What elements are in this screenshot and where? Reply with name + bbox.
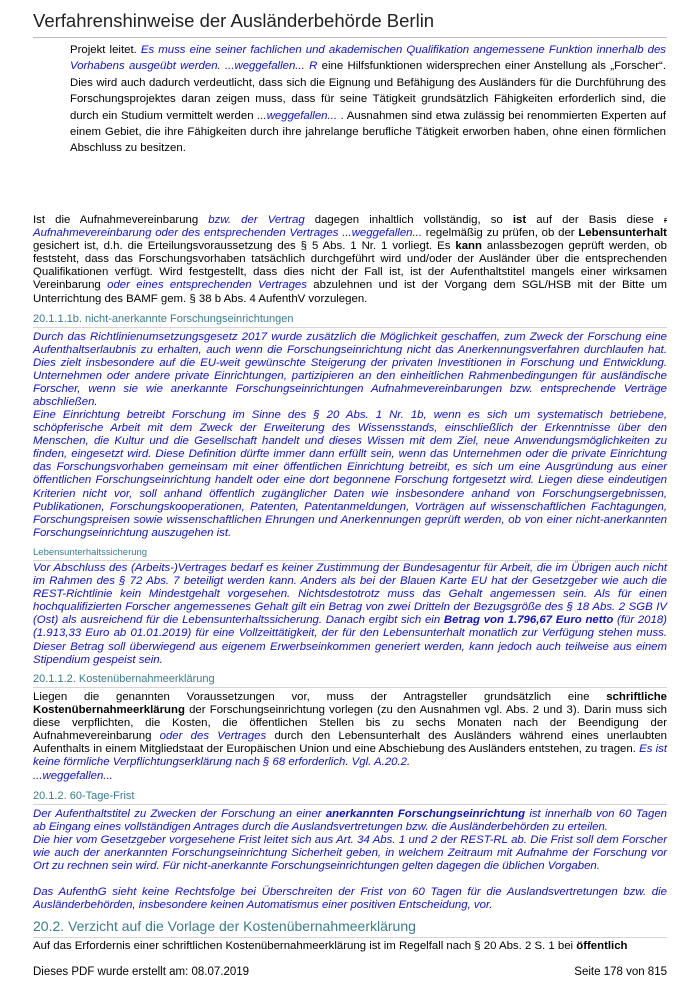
block4-segment: Eine Einrichtung betreibt Forschung im Sinne des § 20 Abs. 1 Nr. 1b, wenn es sich um systematisch betriebene, schöpferische Arbeit mit dem Zweck der Erweiterung des Wissensstands, einschließlich der Erkenntnisse über den Menschen, die Kultur und die Gesellschaft handelt und dieses Wissen mit dem Ziel, neue Anwendungsmöglichkeiten zu finden, eingesetzt wird. Diese Definition dürfte immer dann erfüllt sein, wenn das Unternehmen oder die private Einrichtung das Forschungsvorhaben gemeinsam mit einer öffentlichen Einrichtung betreibt, es sich um eine Ausgründung aus einer öffentlichen Forschungseinrichtung handelt oder eine dort begonnene Forschung fortgesetzt wird. Liegen diese eindeutigen Kriterien nicht vor, soll anhand öffentlich zugänglicher Daten wie insbesondere anhand von Forschungsergebnissen, Publikationen, Forschungskooperationen, Patenten, Patentanmeldungen, Vorträgen auf wissenschaftlichen Fachtagungen, Forschungspreisen sowie wissenschaftlichen Ehrungen und Anerkennungen geprüft werden, ob von einer nicht-anerkannten Forschungseinrichtung auszugehen ist. [33,409,667,539]
paragraph-aufnahmevereinbarung [33,214,667,306]
block2-segment: regelmäßig zu prüfen, ob der [422,227,579,240]
block6-segment: Liegen die genannten Voraussetzungen vor, muss der Antragsteller grundsätzlich eine [33,691,607,703]
block2-segment: gesichert ist, d.h. die Erteilungsvoraussetzung des § 5 Abs. 1 Nr. 1 vorliegt. Es [33,240,456,253]
block2-segment: kann [455,240,482,253]
block2-segment: bzw. der Vertrag [208,214,305,226]
heading-nicht-anerkannte: 20.1.1.1b. nicht-anerkannte Forschungseinrichtungen [33,313,667,328]
heading-lebensunterhalt: Lebensunterhaltssicherung [33,547,667,561]
block1-segment: ...weggefallen... [257,109,337,122]
block2-segment: anlassbezogen geprüft werden, ob feststeht, dass das Forschungsvorhaben tatsächlich durchgeführt wird und/oder der Ausländer über die entsprechenden Qualifikationen verfügt. Wird festgestellt, dass dies nicht der Fall ist, ist der Aufenthaltstitel mangels einer wirksamen Vereinbarung [33,240,667,292]
block2-segment: Aufnahmevereinbarung oder des entsprechenden Vertrages ...weggefallen... [33,227,422,240]
block2-segment: r [663,215,667,225]
block9-segment: Das AufenthG sieht keine Rechtsfolge bei Überschreiten der Frist von 60 Tagen für die Auslandsvertretungen bzw. die Ausländerbehörden, insbesondere keinen Automatismus einer positiven Entscheidung, vor. [33,886,667,912]
paragraph-richtlinienumsetzung [33,331,667,410]
block7-segment: Der Aufenthaltstitel zu Zwecken der Forschung an einer [33,808,326,820]
block2-segment: Lebensunterhalt [578,227,667,240]
page-header-title: Verfahrenshinweise der Ausländerbehörde Berlin [33,10,667,38]
block10-segment: öffentlich [576,940,628,952]
block6-segment: der Forschungseinrichtung vorlegen (zu den Ausnahmen vgl. Abs. 2 und 3). Darin muss sich diese verpflichten, die Kosten, die öffentlichen Stellen bis zu sechs Monaten nach der Beendigung der Aufnahmevereinbarung [33,704,667,743]
block1-segment: eine Hilfsfunktionen widersprechen einer Anstellung als „Forscher“. Dies wird auch dadurch verdeutlicht, dass sich die Eignung und Befähigung des Ausländers für die Durchführung des Forschungsprojektes daran zeigen muss, dass für seine Tätigkeit grundsätzlich Fähigkeiten erforderlich sind, die durch ein Studium vermittelt werden [70,60,666,122]
paragraph-rest-rl [33,834,667,873]
block2-segment: auf der Basis diese [526,214,664,226]
block5-segment: Vor Abschluss des (Arbeits-)Vertrages bedarf es keiner Zustimmung der Bundesagentur für Arbeit, die im Übrigen auch nicht im Rahmen des § 72 Abs. 7 beteiligt werden kann. Anders als bei der Blauen Karte EU hat der Gesetzgeber wie auch die REST-Richtlinie kein Mindestgehalt vorgesehen. Nichtsdestotrotz muss das Gehalt angemessen sein. Als für einen hochqualifizierten Forscher angemessenes Gehalt gilt ein Betrag von zwei Dritteln der Bezugsgröße des § 18 Abs. 2 SGB IV (Ost) als ausreichend für die Lebensunterhaltssicherung. Danach ergibt sich ein [33,562,667,627]
footer-page-number: Seite 178 von 815 [574,966,667,978]
block6-segment: durch den Lebensunterhalt des Ausländers während eines unerlaubten Aufenthalts in einem Mitgliedstaat der Europäischen Union und eine Abschiebung des Ausländers entstehen, zu tragen. [33,730,667,756]
block7-segment: anerkannten Forschungseinrichtung [325,808,526,820]
block2-segment: dagegen inhaltlich vollständig, so [304,214,513,226]
paragraph-60-tage [33,808,667,834]
paragraph-forscher [70,42,666,157]
block6-segment: oder des Vertrages [159,730,267,743]
block8-segment: Die hier vom Gesetzgeber vorgesehene Frist leitet sich aus Art. 34 Abs. 1 und 2 der REST-RL ab. Die Frist soll dem Forscher wie auch der anerkannten Forschungseinrichtung Sicherheit geben, in welchem Zeitraum mit Aufnahme der Forschung vor Ort zu rechnen sein wird. Für nicht-anerkannte Forschungseinrichtungen gelten dagegen die üblichen Vorgaben. [33,834,667,873]
block2-segment: abzulehnen und ist der Vorgang dem SGL/HSB mit der Bitte um Unterrichtung des BAMF gem. § 38 b Abs. 4 AufenthV vorzulegen. [33,279,667,305]
paragraph-verzicht [33,940,667,953]
paragraph-kostenuebernahme [33,691,667,770]
footer-created-date: Dieses PDF wurde erstellt am: 08.07.2019 [33,966,250,978]
block5-segment: Betrag von 1.796,67 Euro netto [443,614,614,627]
block7-segment: ist innerhalb von 60 Tagen ab Eingang eines vollständigen Antrages durch die Auslandsvertretungen bzw. die Ausländerbehörden zu erteilen. [33,808,667,834]
paragraph-lebensunterhalt [33,562,667,667]
block1-segment: . Ausnahmen sind etwa zulässig bei renommierten Experten auf einem Gebiet, die ihre Fähigkeiten durch ihre jahrelange berufliche Tätigkeit erworben haben, ohne einen förmlichen Abschluss zu besitzen. [70,109,666,155]
block10-segment: Auf das Erfordernis einer schriftlichen Kostenübernahmeerklärung ist im Regelfall nach § 20 Abs. 2 S. 1 bei [33,940,577,952]
block6-segment: Es ist keine förmliche Verpflichtungserklärung nach § 68 erforderlich. Vgl. A.20.2. [33,743,667,769]
block1-segment: Projekt leitet. [70,44,141,56]
block5-segment: (für 2018) (1.913,33 Euro ab 01.01.2019) für eine Vollzeittätigkeit, der für den Lebensunterhalt monatlich zur Verfügung stehen muss. Dieser Betrag soll überwiegend aus eigenem Erwerbseinkommen generiert werden, kann jedoch auch teilweise aus einem Stipendium gespeist sein. [33,614,667,666]
paragraph-forschungsdefinition [33,409,667,540]
block2-segment: ist [512,214,527,226]
heading-kostenuebernahme: 20.1.1.2. Kostenübernahmeerklärung [33,673,667,688]
paragraph-weggefallen [33,770,667,783]
heading-verzicht: 20.2. Verzicht auf die Vorlage der Kostenübernahmeerklärung [33,918,667,938]
block2-segment: Ist die Aufnahmevereinbarung [33,214,209,226]
block6b-segment: ...weggefallen... [33,770,113,782]
block6-segment: schriftliche Kostenübernahmeerklärung [33,691,667,717]
block2-segment: oder eines entsprechenden Vertrages [107,279,307,292]
heading-60-tage-frist: 20.1.2. 60-Tage-Frist [33,790,667,805]
paragraph-rechtsfolge [33,886,667,912]
block3-segment: Durch das Richtlinienumsetzungsgesetz 2017 wurde zusätzlich die Möglichkeit geschaffen, zum Zweck der Forschung eine Aufenthaltserlaubnis zu erhalten, auch wenn die Forschungseinrichtung nicht das Anerkennungsverfahren durchlaufen hat. Dies zielt insbesondere auf die EU-weit gewünschte Steigerung der privaten Investitionen in Forschung und Entwicklung. Unternehmen oder andere private Einrichtungen, partizipieren an den einheitlichen Rahmenbedingungen für ausländische Forscher, wenn sie wie anerkannte Forschungseinrichtungen Aufnahmevereinbarungen bzw. entsprechende Verträge abschließen. [33,331,667,409]
block1-segment: Es muss eine seiner fachlichen und akademischen Qualifikation angemessene Funktion innerhalb des Vorhabens ausgeübt werden. ...weggefallen... R [70,44,666,73]
